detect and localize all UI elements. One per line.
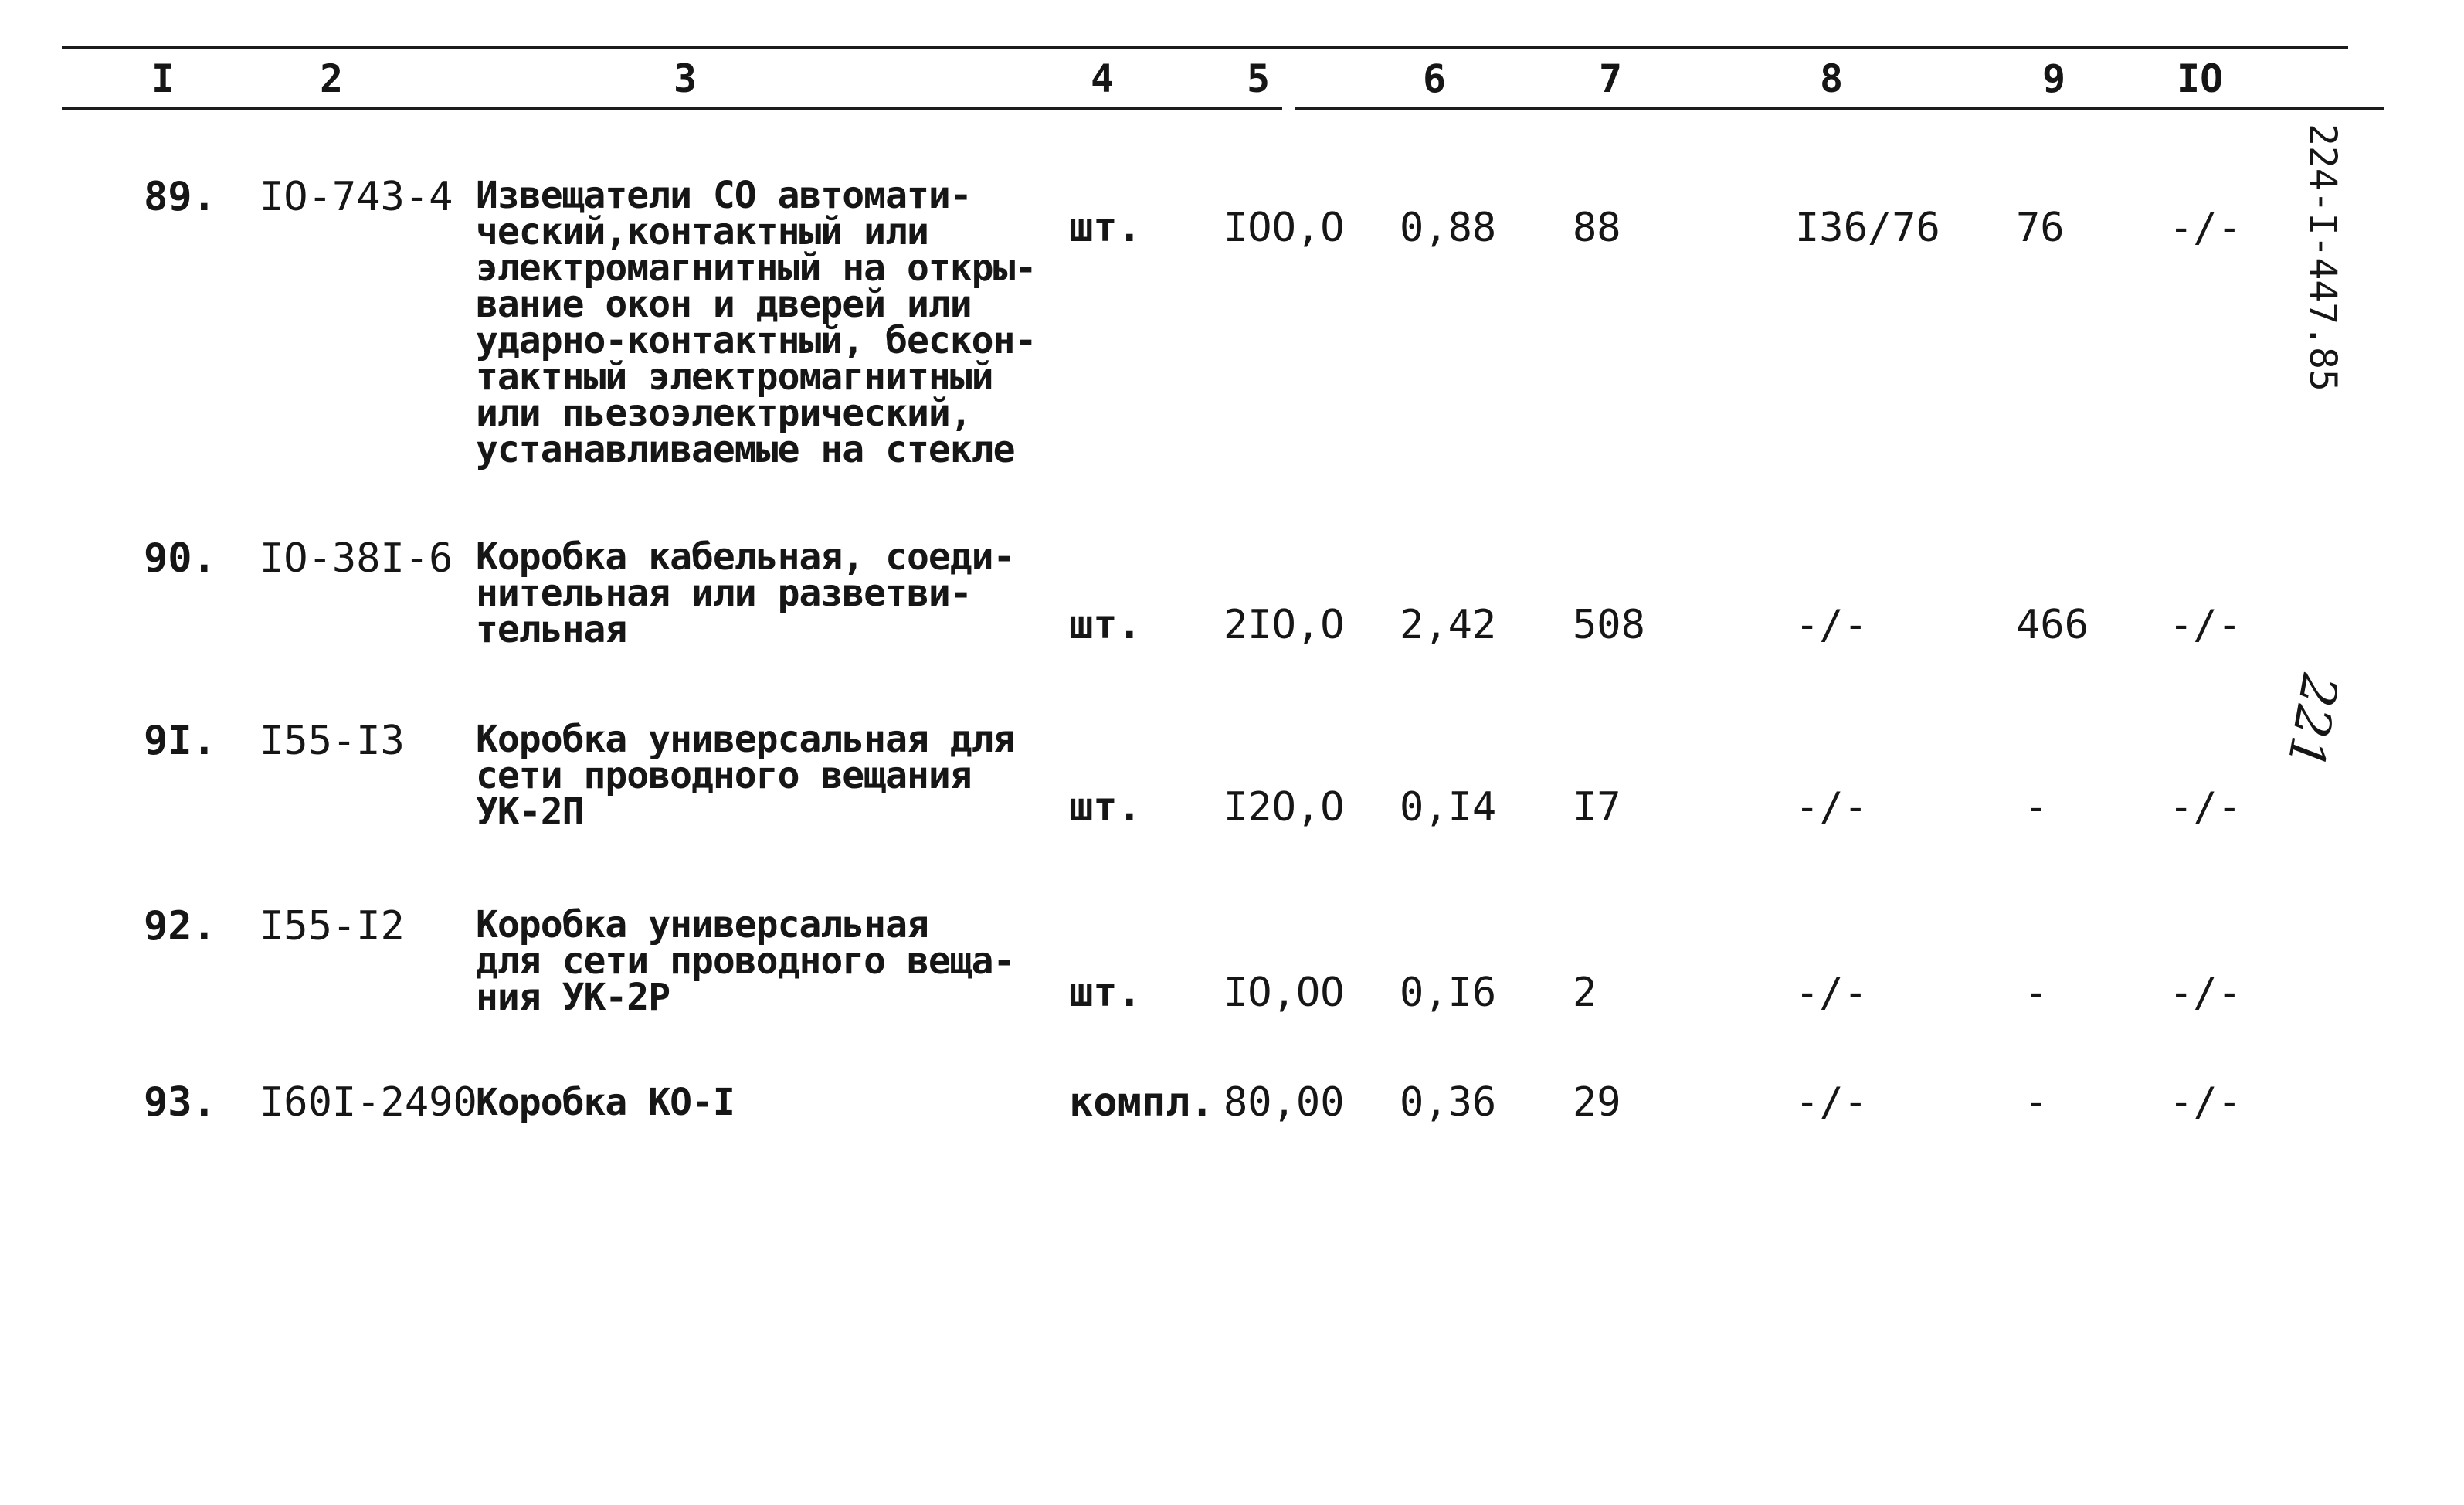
column-header-5: 5 [1247,56,1271,101]
row-col6: 0,I6 [1400,970,1497,1016]
row-unit: шт. [1069,602,1142,648]
row-number: 9I. [144,718,216,764]
row-col9: 76 [2016,205,2065,251]
row-col10: -/- [2169,1079,2242,1126]
row-col8: -/- [1795,784,1868,831]
row-col5: 80,00 [1224,1079,1345,1126]
column-header-7: 7 [1599,56,1623,101]
row-col7: 2 [1573,970,1597,1016]
row-col8: -/- [1795,602,1868,648]
row-code: I55-I3 [260,718,405,764]
row-col5: IO,OO [1224,970,1345,1016]
row-code: IO-743-4 [260,174,453,220]
table-top-rule [62,46,2348,49]
row-unit: шт. [1069,205,1142,251]
row-col10: -/- [2169,602,2242,648]
row-col8: I36/76 [1795,205,1940,251]
row-col6: 2,42 [1400,602,1497,648]
row-col6: 0,I4 [1400,784,1497,831]
row-col10: -/- [2169,205,2242,251]
row-number: 93. [144,1079,216,1126]
row-col5: IOO,O [1224,205,1345,251]
row-number: 90. [144,535,216,582]
row-col9: 466 [2016,602,2089,648]
row-description: Коробка универсальная для сети проводного вещания УК-2П [476,718,1015,834]
document-code: 224-I-447.85 [2301,124,2344,392]
row-unit: шт. [1069,970,1142,1016]
column-header-3: 3 [674,56,697,101]
table-header-rule-right [1295,107,2384,110]
row-unit: компл. [1069,1079,1214,1126]
row-description: Извещатели СО автомати- ческий,контактный или электромагнитный на откры- вание окон и дверей или ударно-контактный, бескон- тактный электромагнитный или пьезоэлектрический, устанавливаемые на стекле [476,174,1037,471]
row-col7: 29 [1573,1079,1621,1126]
table-header-rule [62,107,1282,110]
row-col9: - [2024,970,2048,1016]
column-header-4: 4 [1091,56,1115,101]
column-header-10: IO [2177,56,2224,101]
row-col8: -/- [1795,1079,1868,1126]
row-col10: -/- [2169,970,2242,1016]
column-header-8: 8 [1820,56,1844,101]
row-description: Коробка КО-I [476,1081,735,1124]
row-col8: -/- [1795,970,1868,1016]
row-col7: 508 [1573,602,1645,648]
row-col9: - [2024,1079,2048,1126]
row-col6: 0,36 [1400,1079,1497,1126]
row-col7: I7 [1573,784,1621,831]
page-number: 221 [2275,670,2348,773]
row-code: I55-I2 [260,903,405,950]
row-col5: 2IO,O [1224,602,1345,648]
column-header-1: I [151,56,175,101]
row-col9: - [2024,784,2048,831]
row-col10: -/- [2169,784,2242,831]
row-code: IO-38I-6 [260,535,453,582]
row-col6: 0,88 [1400,205,1497,251]
row-unit: шт. [1069,784,1142,831]
row-code: I60I-2490 [260,1079,477,1126]
row-number: 92. [144,903,216,950]
column-header-2: 2 [320,56,344,101]
row-col7: 88 [1573,205,1621,251]
row-number: 89. [144,174,216,220]
column-header-9: 9 [2042,56,2066,101]
row-col5: I2O,O [1224,784,1345,831]
row-description: Коробка универсальная для сети проводного веща- ния УК-2Р [476,903,1015,1019]
row-description: Коробка кабельная, соеди- нительная или разветви- тельная [476,535,1015,651]
column-header-6: 6 [1423,56,1447,101]
